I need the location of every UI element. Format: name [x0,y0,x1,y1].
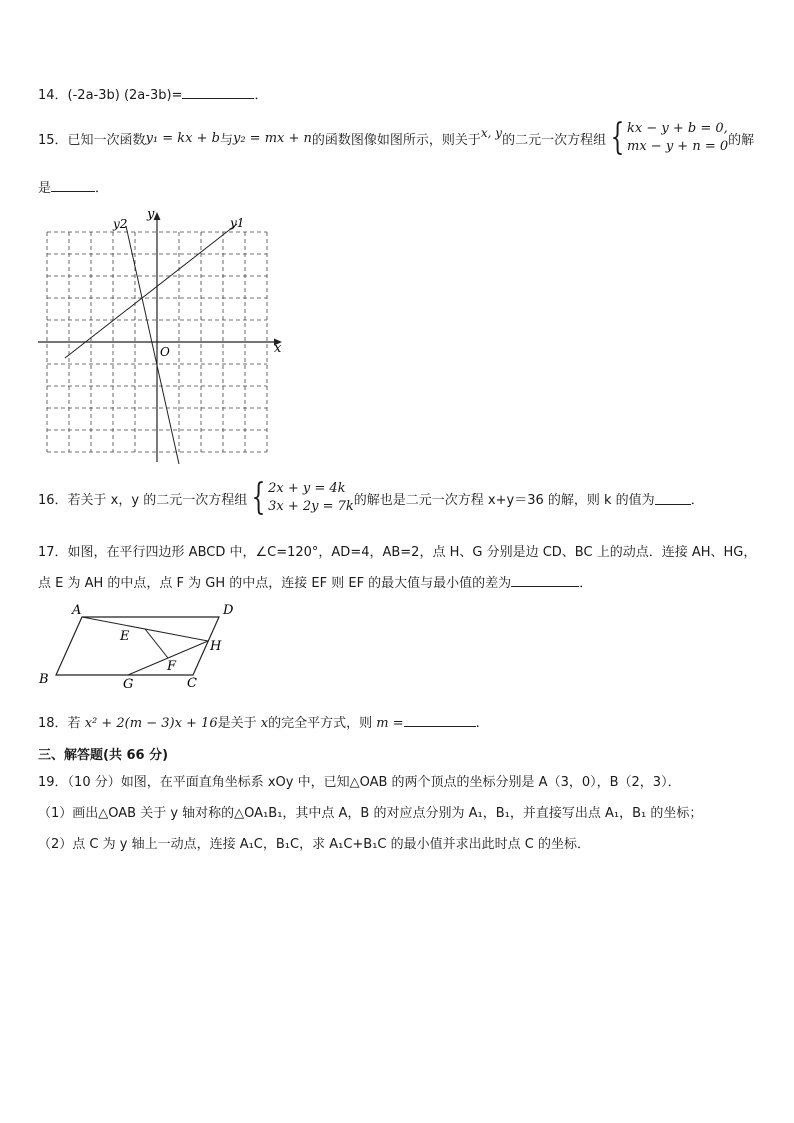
q15-number: 15． [38,132,68,148]
q15-text-b: 与 [219,132,233,148]
q16-number: 16． [38,492,68,508]
q16-system-line-1: 2x + y = 4k [268,481,346,496]
q15-vars: x, y [480,126,503,140]
q17-label-e: E [120,629,130,644]
q15-system-line-1: kx − y + b = 0, [627,121,728,136]
q14-number: 14． [38,88,68,103]
q17-label-b: B [39,672,49,687]
q15-label-y: y [147,207,155,222]
q17-label-g: G [123,677,134,692]
q15-text-e: 的解 [728,132,755,148]
question-19-intro: 19．（10 分）如图，在平面直角坐标系 xOy 中，已知△OAB 的两个顶点的坐标分别是 A（3，0），B（2，3）． [38,775,681,790]
q15-text-a: 已知一次函数 [67,132,146,148]
q15-end: ． [95,181,109,196]
q15-system-line-2: mx − y + n = 0 [627,139,729,154]
q17-label-h: H [210,639,222,654]
q16-answer-blank[interactable] [655,492,691,505]
q17-parallelogram [56,617,219,675]
q15-equation-system [606,117,729,158]
q17-parallelogram-figure [30,598,250,694]
q15-function-graph [30,200,290,468]
question-19-part-2: （2）点 C 为 y 轴上一动点，连接 A₁C，B₁C，求 A₁C+B₁C 的最小值并求出此时点 C 的坐标． [38,837,590,852]
q17-line-2-text: 点 E 为 AH 的中点，点 F 为 GH 的中点，连接 EF 则 EF 的最大值与最小值的差为 [38,576,512,591]
q15-label-y2: y2 [113,217,128,231]
q16-end: ． [690,492,704,508]
q18-number: 18． [38,716,68,731]
q18-variable: x [260,716,269,731]
q18-answer-blank[interactable] [404,714,476,727]
q15-label-origin: O [160,345,170,359]
question-16 [38,477,704,518]
q16-left-brace: { [251,477,266,518]
q15-line-y2 [126,226,179,464]
q18-text-a: 若 [67,716,81,731]
q18-lhs: m = [376,716,404,731]
q15-label-x: x [274,341,282,356]
q15-y2-equation: y₂ = mx + n [232,130,312,146]
q15-answer-blank[interactable] [51,179,95,192]
q16-text-b: 的解也是二元一次方程 x+y＝36 的解，则 k 的值为 [353,492,655,508]
q15-y-axis-arrow [154,212,161,220]
q18-end: . [475,716,480,731]
q14-end: ． [254,88,268,103]
q18-text-b: 是关于 [217,716,257,731]
question-14 [38,84,267,103]
question-15 [38,117,755,158]
q17-segment-ef [145,629,168,658]
q16-system-line-2: 3x + 2y = 7k [268,499,354,514]
q15-left-brace: { [610,117,625,158]
q17-label-f: F [167,659,177,674]
q18-text-c: 的完全平方式，则 [268,716,373,731]
q17-label-d: D [223,603,234,618]
q15-y1-equation: y₁ = kx + b [145,130,220,146]
q15-text-c: 的函数图像如图所示，则关于 [311,132,481,148]
q14-expression: (-2a-3b) (2a-3b)= [67,88,183,103]
question-19-part-1: （1）画出△OAB 关于 y 轴对称的△OA₁B₁，其中点 A，B 的对应点分别为 A₁，B₁，并直接写出点 A₁，B₁ 的坐标； [38,806,703,821]
q15-label-y1: y1 [230,216,245,230]
question-18 [38,712,480,731]
question-15-line-2 [38,177,108,196]
question-17-line-1: 17．如图，在平行四边形 ABCD 中，∠C=120°，AD=4，AB=2，点 H、G 分别是边 CD、BC 上的动点．连接 AH、HG， [38,545,757,560]
q17-label-a: A [72,603,82,618]
section-3-heading: 三、解答题(共 66 分) [38,748,169,763]
question-17-line-2 [38,572,592,591]
q18-expression: x² + 2(m − 3)x + 16 [84,716,218,731]
q16-equation-system [247,477,354,518]
q16-text-a: 若关于 x，y 的二元一次方程组 [67,492,248,508]
q17-end: ． [579,576,593,591]
q15-text-d: 的二元一次方程组 [502,132,607,148]
q15-text-f: 是 [38,181,52,196]
q17-label-c: C [187,676,197,691]
q14-answer-blank[interactable] [182,86,254,99]
q17-answer-blank[interactable] [511,574,579,587]
